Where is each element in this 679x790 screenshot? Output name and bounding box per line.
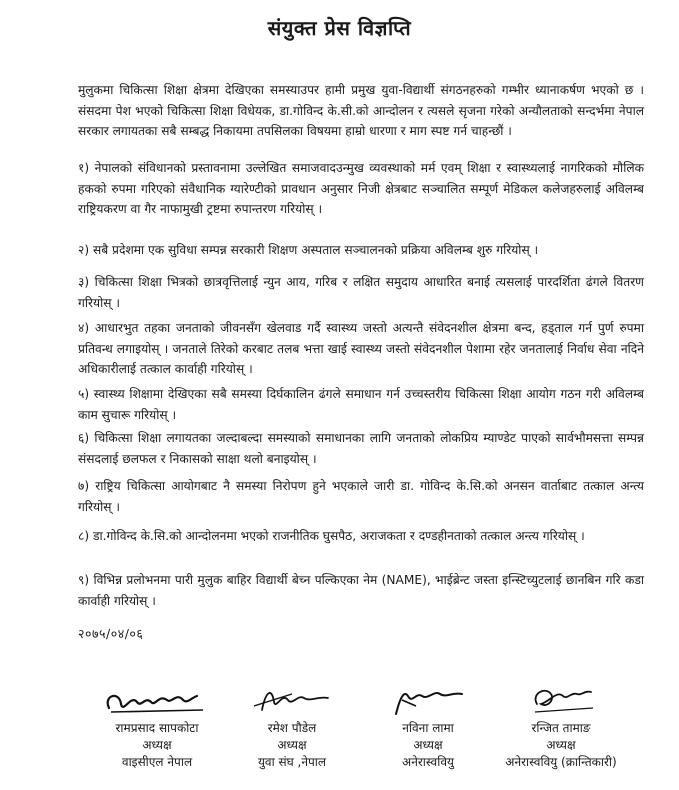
- demand-item-4: ४) आधारभुत तहका जनताको जीवनसँग खेलवाड गर्दै स्वास्थ्य जस्तो अत्यन्तै संवेदनशील क्षेत्रमा बन्द, हड्ताल गर्न पुर्ण रुपमा प्रतिवन्ध लगाइयोस् । जनताले तिरेको करबाट तलब भत्ता खाई स्वास्थ्य जस्तो संवेदनशील पेशामा रहेर जनतालाई निर्वाध सेवा नदिने अधिकारीलाई तत्काल कार्वाही गरियोस् ।: [78, 321, 644, 376]
- signatory-2: [217, 680, 367, 771]
- signature-icon: [368, 680, 488, 720]
- signatory-1: [82, 680, 232, 771]
- demand-item-6: ६) चिकित्सा शिक्षा लगायतका जल्दाबल्दा समस्याको समाधानका लागि जनताको लोकप्रिय म्याण्डेट पाएको सार्वभौमसत्ता सम्पन्न संसदलाई छलफल र निकासको साक्षा थलो बनाइयोस् ।: [78, 431, 644, 466]
- demand-item-1: १) नेपालको संविधानको प्रस्तावनामा उल्लेखित समाजवादउन्मुख व्यवस्थाको मर्म एवम् शिक्षा र स्वास्थ्यलाई नागरिकको मौलिक हकको रुपमा गरिएको संवैधानिक ग्यारेण्टीको प्रावधान अनुसार निजी क्षेत्रबाट सञ्चालित सम्पूर्ण मेडिकल कलेजहरुलाई अविलम्ब राष्ट्रियकरण वा गैर नाफामुखी ट्रष्टमा रुपान्तरण गरियोस् ।: [78, 161, 644, 216]
- signatory-role: अध्यक्ष: [142, 738, 172, 752]
- signatory-org: अनेरास्ववियु: [402, 755, 454, 769]
- signatory-name: रामप्रसाद सापकोटा: [115, 721, 199, 735]
- demand-item-9: ९) विभिन्न प्रलोभनमा पारी मुलुक बाहिर विद्यार्थी बेच्न पल्किएका नेम (NAME), भाईब्रेन्ट जस्ता इन्स्टिच्युटलाई छानबिन गरि कडा कार्वाही गरियोस् ।: [78, 573, 644, 608]
- signatory-role: अध्यक्ष: [413, 738, 443, 752]
- document-date: २०७५/०४/०६: [78, 626, 144, 641]
- document-title: संयुक्त प्रेस विज्ञप्ति: [267, 16, 412, 40]
- signatory-3: [353, 680, 503, 771]
- signatory-org: युवा संघ ,नेपाल: [257, 755, 327, 769]
- demand-item-2: २) सबै प्रदेशमा एक सुविधा सम्पन्न सरकारी शिक्षण अस्पताल सञ्चालनको प्रक्रिया अविलम्ब शुरु गरियोस् ।: [78, 243, 539, 257]
- demand-item-7: ७) राष्ट्रिय चिकित्सा आयोगबाट नै समस्या निरोपण हुने भएकाले जारी डा. गोविन्द के.सि.को अनसन वार्ताबाट तत्काल अन्त्य गरियोस् ।: [78, 479, 644, 514]
- signatory-4: [486, 680, 636, 771]
- signature-icon: [97, 680, 217, 720]
- signatory-org: वाइसीएल नेपाल: [121, 755, 193, 769]
- signatory-org: अनेरास्ववियु (क्रान्तिकारी): [505, 755, 617, 769]
- signature-icon: [501, 680, 621, 720]
- intro-paragraph: मुलुकमा चिकित्सा शिक्षा क्षेत्रमा देखिएका समस्याउपर हामी प्रमुख युवा-विद्यार्थी संगठनहरुको गम्भीर ध्यानाकर्षण भएको छ । संसदमा पेश भएको चिकित्सा शिक्षा विधेयक, डा.गोविन्द के.सी.को आन्दोलन र त्यसले सृजना गरेको अन्यौलताको सन्दर्भमा नेपाल सरकार लगायतका सबै सम्बद्ध निकायमा तपसिलका विषयमा हाम्रो धारणा र माग स्पष्ट गर्न चाहन्छौं ।: [78, 83, 644, 138]
- demand-item-5: ५) स्वास्थ्य शिक्षामा देखिएका सबै समस्या दिर्घकालिन ढंगले समाधान गर्न उच्चस्तरीय चिकित्सा शिक्षा आयोग गठन गरी अविलम्ब काम सुचारू गरियोस् ।: [78, 387, 644, 422]
- demand-item-8: ८) डा.गोविन्द के.सि.को आन्दोलनमा भएको राजनीतिक घुसपैठ, अराजकता र दण्डहीनताको तत्काल अन्त्य गरियोस् ।: [78, 529, 585, 543]
- signatory-name: रन्जित तामाङ: [531, 721, 591, 735]
- signature-icon: [232, 680, 352, 720]
- demand-item-3: ३) चिकित्सा शिक्षा भित्रको छात्रवृत्तिलाई न्युन आय, गरिब र लक्षित समुदाय आधारित बनाई त्यसलाई पारदर्शिता ढंगले वितरण गरियोस् ।: [78, 275, 644, 310]
- signatory-role: अध्यक्ष: [277, 738, 307, 752]
- signatory-role: अध्यक्ष: [546, 738, 576, 752]
- signatory-name: नविना लामा: [402, 721, 454, 735]
- signatory-name: रमेश पौडेल: [267, 721, 317, 735]
